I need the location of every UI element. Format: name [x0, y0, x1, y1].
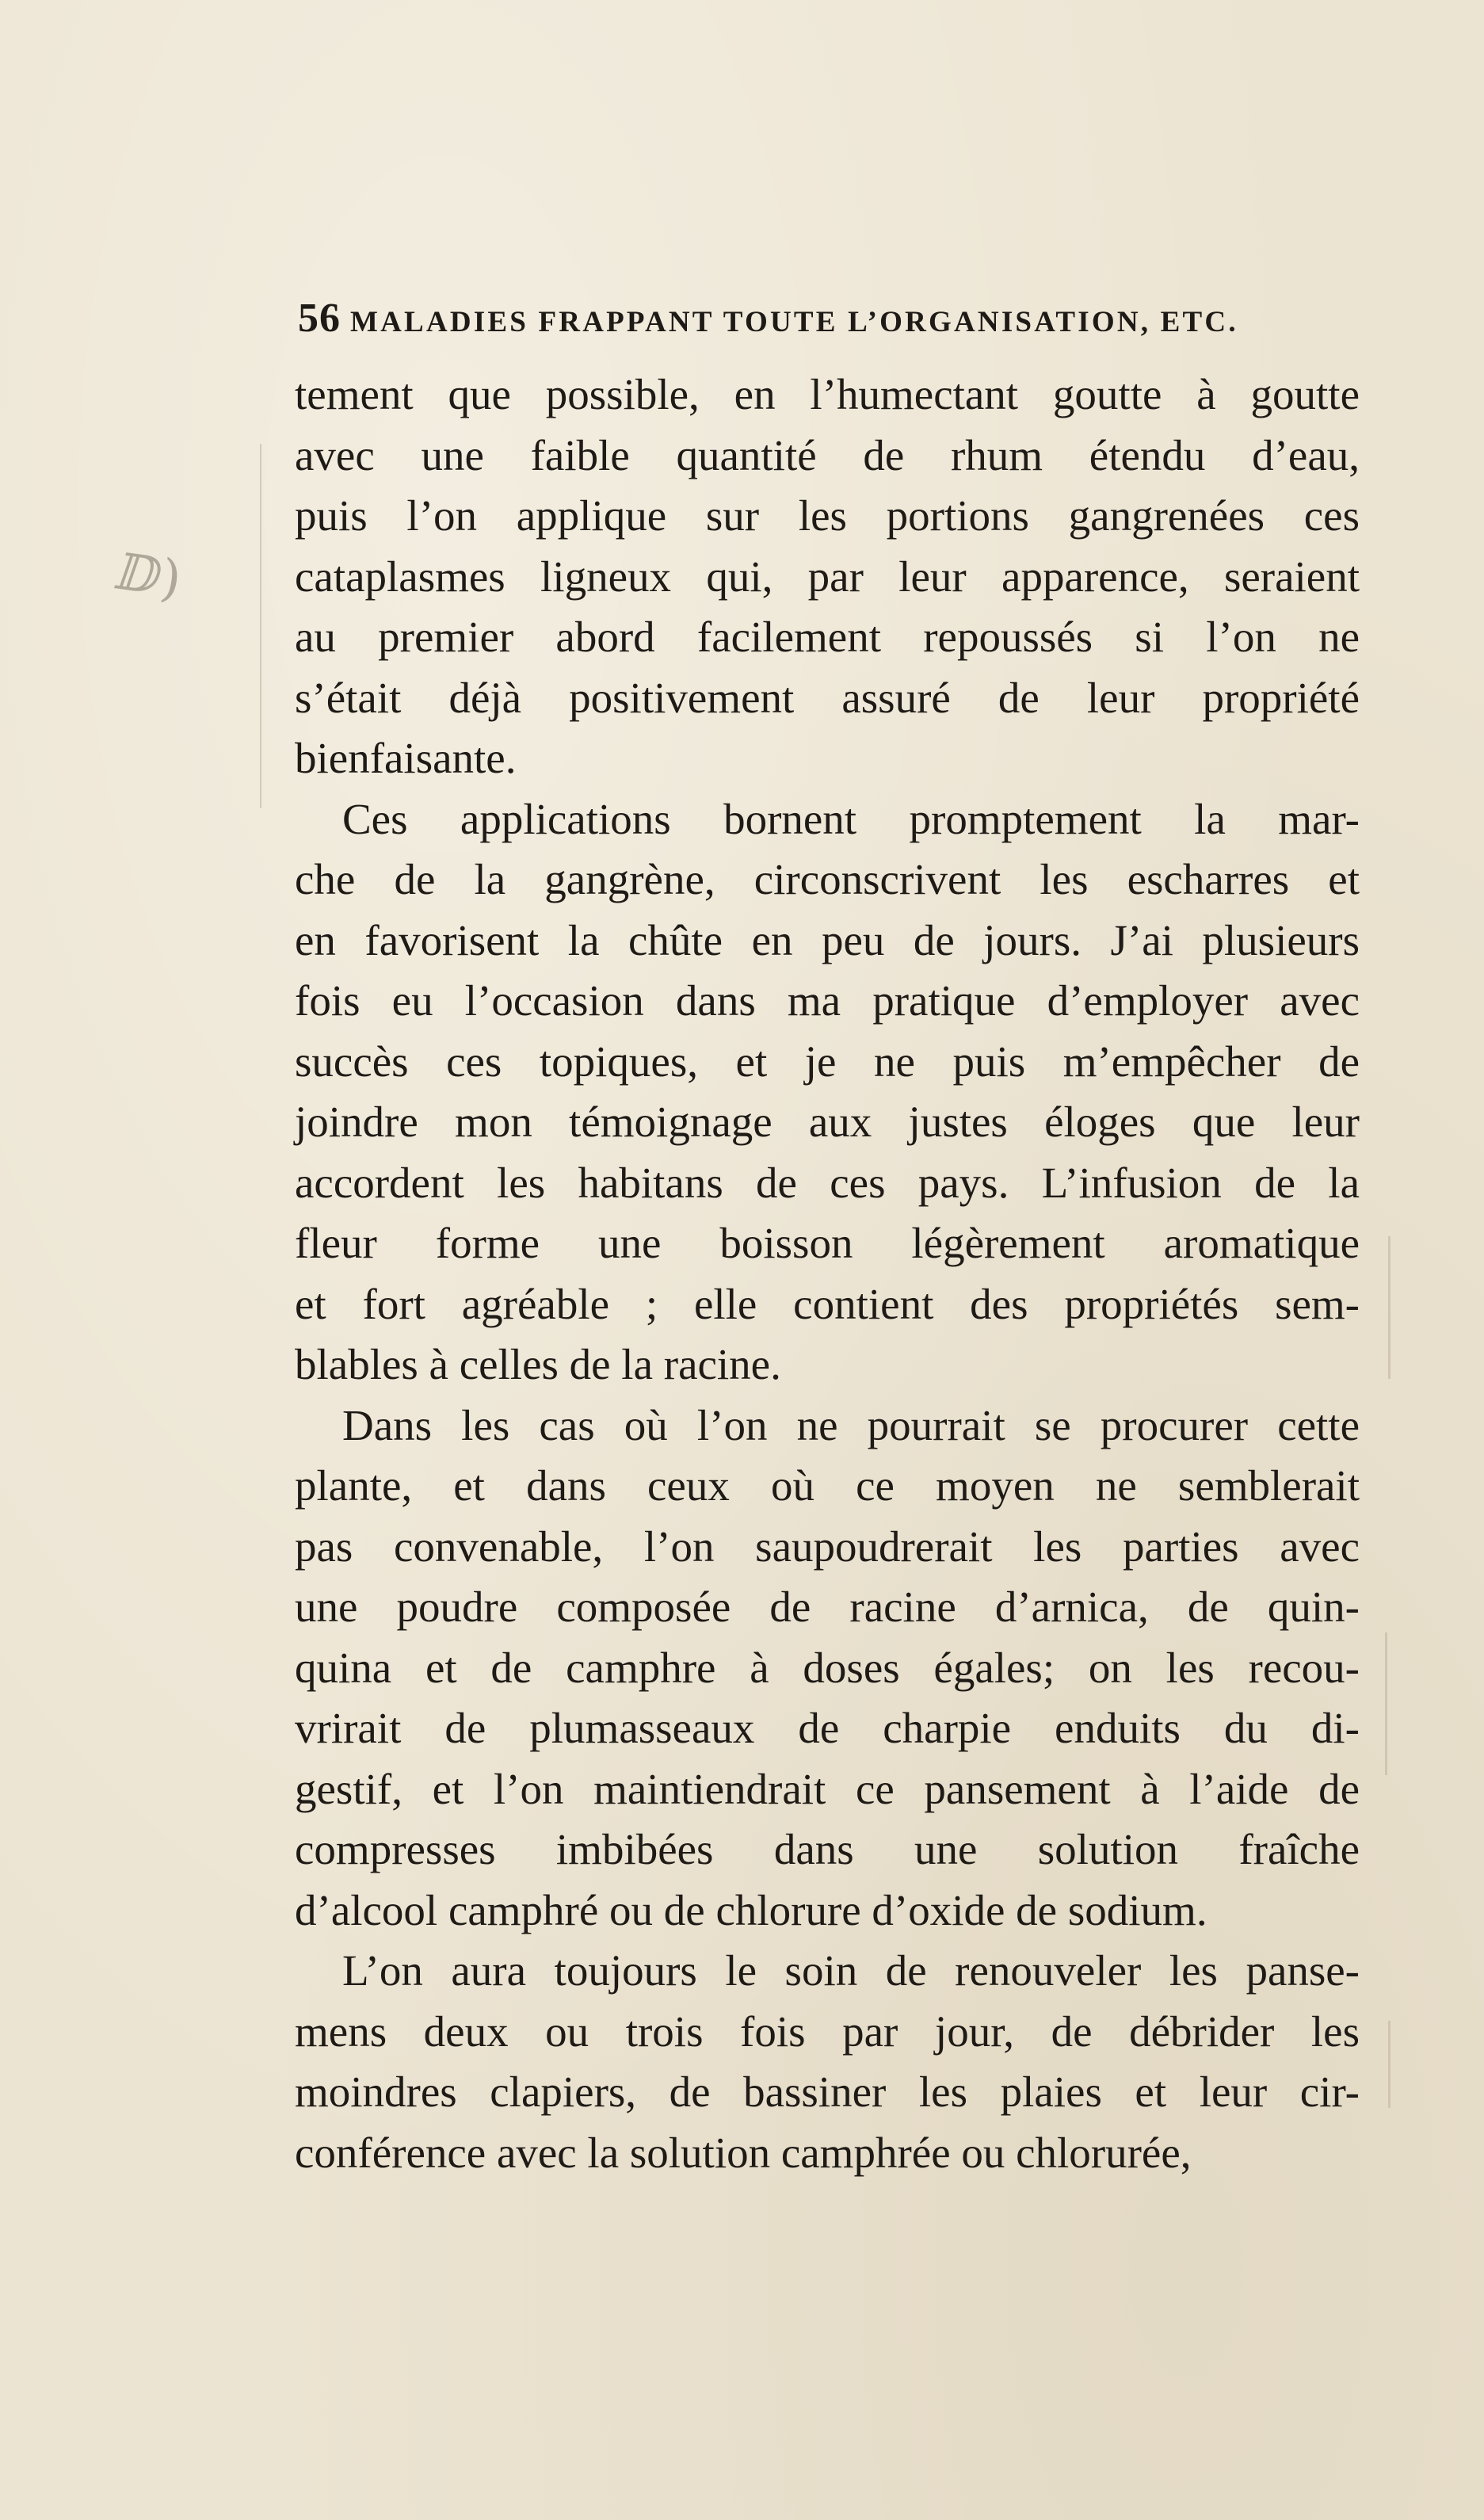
text-line: mens deux ou trois fois par jour, de débrider les [295, 2006, 1360, 2056]
text-line: au premier abord facilement repoussés si l’on ne [295, 613, 1360, 661]
text-line: bienfaisante. [295, 734, 517, 782]
text-line: une poudre composée de racine d’arnica, de quin- [295, 1583, 1360, 1631]
text-line: d’alcool camphré ou de chlorure d’oxide de sodium. [295, 1885, 1207, 1934]
text-line: cataplasmes ligneux qui, par leur apparence, seraient [295, 552, 1360, 601]
page-number: 56 [298, 296, 341, 341]
text-line: s’était déjà positivement assuré de leur propriété [295, 673, 1360, 722]
fold-shadow-line [1388, 1236, 1391, 1379]
paragraph [295, 365, 1360, 789]
left-margin-pencil-mark: ⅅ) [113, 542, 185, 610]
text-line: gestif, et l’on maintiendrait ce pansement à l’aide de [295, 1764, 1360, 1813]
text-line: Dans les cas où l’on ne pourrait se procurer cette [342, 1400, 1360, 1449]
fold-shadow-line [1388, 2021, 1391, 2108]
paragraph [295, 1396, 1360, 1942]
text-line: vrirait de plumasseaux de charpie enduits du di- [295, 1704, 1360, 1752]
fold-shadow-line [260, 444, 261, 808]
text-line: en favorisent la chûte en peu de jours. J’ai plusieurs [295, 915, 1360, 964]
text-line: pas convenable, l’on saupoudrerait les parties avec [295, 1522, 1360, 1571]
text-line: plante, et dans ceux où ce moyen ne semblerait [295, 1461, 1360, 1510]
text-line: compresses imbibées dans une solution fraîche [295, 1825, 1360, 1873]
paragraph [295, 789, 1360, 1396]
text-line: puis l’on applique sur les portions gangrenées ces [295, 491, 1360, 540]
page-header [298, 295, 1360, 350]
text-line: quina et de camphre à doses égales; on les recou- [295, 1643, 1360, 1692]
text-line: che de la gangrène, circonscrivent les escharres et [295, 855, 1360, 903]
text-line: moindres clapiers, de bassiner les plaies et leur cir- [295, 2068, 1360, 2116]
fold-shadow-line [1385, 1632, 1387, 1775]
text-line: succès ces topiques, et je ne puis m’empêcher de [295, 1037, 1360, 1086]
text-line: blables à celles de la racine. [295, 1340, 781, 1388]
text-line: fois eu l’occasion dans ma pratique d’employer avec [295, 976, 1360, 1025]
text-line: tement que possible, en l’humectant goutte à goutte [295, 370, 1360, 418]
text-line: accordent les habitans de ces pays. L’infusion de la [295, 1158, 1360, 1207]
text-line: et fort agréable ; elle contient des propriétés sem- [295, 1279, 1360, 1328]
text-line: Ces applications bornent promptement la mar- [342, 794, 1360, 843]
text-line: fleur forme une boisson légèrement aromatique [295, 1219, 1360, 1267]
text-line: L’on aura toujours le soin de renouveler les panse- [342, 1946, 1360, 1995]
text-line: avec une faible quantité de rhum étendu d’eau, [295, 430, 1360, 479]
running-title: MALADIES FRAPPANT TOUTE L’ORGANISATION, ETC. [350, 306, 1238, 338]
body-text [295, 365, 1360, 2183]
paragraph [295, 1941, 1360, 2183]
text-line: joindre mon témoignage aux justes éloges que leur [295, 1098, 1360, 1146]
text-line: conférence avec la solution camphrée ou chlorurée, [295, 2128, 1192, 2177]
